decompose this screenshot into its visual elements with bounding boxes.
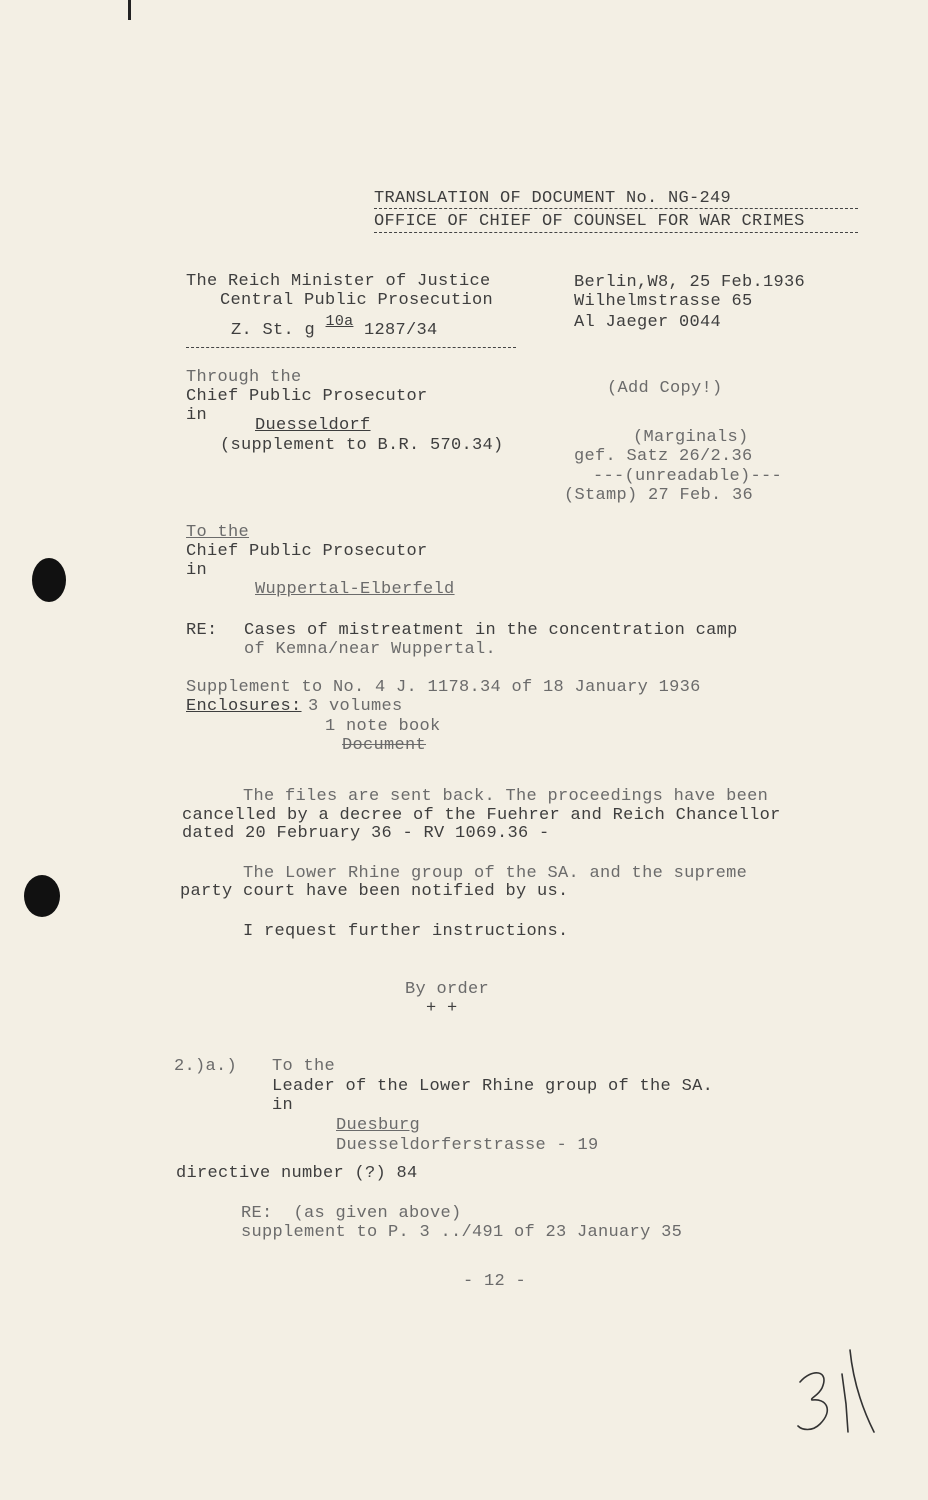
- section-re-line-1: RE: (as given above): [241, 1204, 462, 1223]
- marginals-line-2: gef. Satz 26/2.36: [574, 447, 753, 466]
- body-p2-line-2: party court have been notified by us.: [180, 882, 569, 901]
- re-line-2: of Kemna/near Wuppertal.: [244, 640, 497, 659]
- re-label: RE:: [186, 621, 218, 640]
- enclosures-struck: Document: [342, 736, 427, 755]
- marginals-line-1: (Marginals): [633, 428, 749, 447]
- signature-by-order: By order: [405, 980, 490, 999]
- enclosures-label: Enclosures:: [186, 697, 302, 716]
- section-line-2: Leader of the Lower Rhine group of the SA.: [272, 1077, 714, 1096]
- edge-mark: [128, 0, 131, 20]
- through-supplement: (supplement to B.R. 570.34): [220, 436, 504, 455]
- to-line-2: Chief Public Prosecutor: [186, 542, 428, 561]
- through-line-1: Through the: [186, 368, 302, 387]
- body-p1-line-3: dated 20 February 36 - RV 1069.36 -: [182, 824, 550, 843]
- header-underline-1: [374, 208, 858, 209]
- punch-hole-bottom: [24, 875, 60, 917]
- section-city: Duesburg: [336, 1116, 421, 1135]
- section-re-line-2: supplement to P. 3 ../491 of 23 January 35: [241, 1223, 683, 1242]
- section-line-3: in: [272, 1096, 294, 1115]
- to-line-3: in: [186, 561, 208, 580]
- ref-superscript: 10a: [325, 313, 354, 330]
- place-phone: Al Jaeger 0044: [574, 313, 722, 332]
- handwritten-annotation: [790, 1340, 890, 1440]
- add-copy-note: (Add Copy!): [607, 379, 723, 398]
- sender-line-1: The Reich Minister of Justice: [186, 272, 491, 291]
- section-line-1: To the: [272, 1057, 336, 1076]
- ref-prefix: Z. St. g: [231, 321, 316, 340]
- to-city: Wuppertal-Elberfeld: [255, 580, 455, 599]
- through-line-2: Chief Public Prosecutor: [186, 387, 428, 406]
- to-line-1: To the: [186, 523, 250, 542]
- place-street: Wilhelmstrasse 65: [574, 292, 753, 311]
- header-line-2: OFFICE OF CHIEF OF COUNSEL FOR WAR CRIMES: [374, 212, 805, 231]
- sender-reference: [231, 313, 438, 340]
- supplement-line: Supplement to No. 4 J. 1178.34 of 18 January 1936: [186, 678, 701, 697]
- marginals-line-3: ---(unreadable)---: [593, 467, 783, 486]
- directive-number: directive number (?) 84: [176, 1164, 418, 1183]
- re-line-1: Cases of mistreatment in the concentration camp: [244, 621, 738, 640]
- body-p3: I request further instructions.: [243, 922, 569, 941]
- body-p1-line-2: cancelled by a decree of the Fuehrer and Reich Chancellor: [182, 806, 781, 825]
- header-underline-2: [374, 232, 858, 233]
- place-date: Berlin,W8, 25 Feb.1936: [574, 273, 806, 292]
- body-p2-line-1: The Lower Rhine group of the SA. and the supreme: [243, 864, 748, 883]
- punch-hole-top: [32, 558, 66, 602]
- header-line-1: TRANSLATION OF DOCUMENT No. NG-249: [374, 189, 732, 208]
- sender-line-2: Central Public Prosecution: [220, 291, 494, 310]
- enclosures-line-2: 1 note book: [325, 717, 441, 736]
- section-number: 2.)a.): [174, 1057, 238, 1076]
- page-number: - 12 -: [463, 1272, 527, 1291]
- body-p1-line-1: The files are sent back. The proceedings have been: [243, 787, 769, 806]
- ref-suffix: 1287/34: [363, 321, 438, 340]
- signature-marks: + +: [426, 999, 458, 1018]
- marginals-stamp: (Stamp) 27 Feb. 36: [564, 486, 754, 505]
- sender-divider: [186, 347, 516, 348]
- enclosures-line-1: 3 volumes: [308, 697, 403, 716]
- through-line-3: in: [186, 406, 208, 425]
- through-city: Duesseldorf: [255, 416, 371, 435]
- section-street: Duesseldorferstrasse - 19: [336, 1136, 599, 1155]
